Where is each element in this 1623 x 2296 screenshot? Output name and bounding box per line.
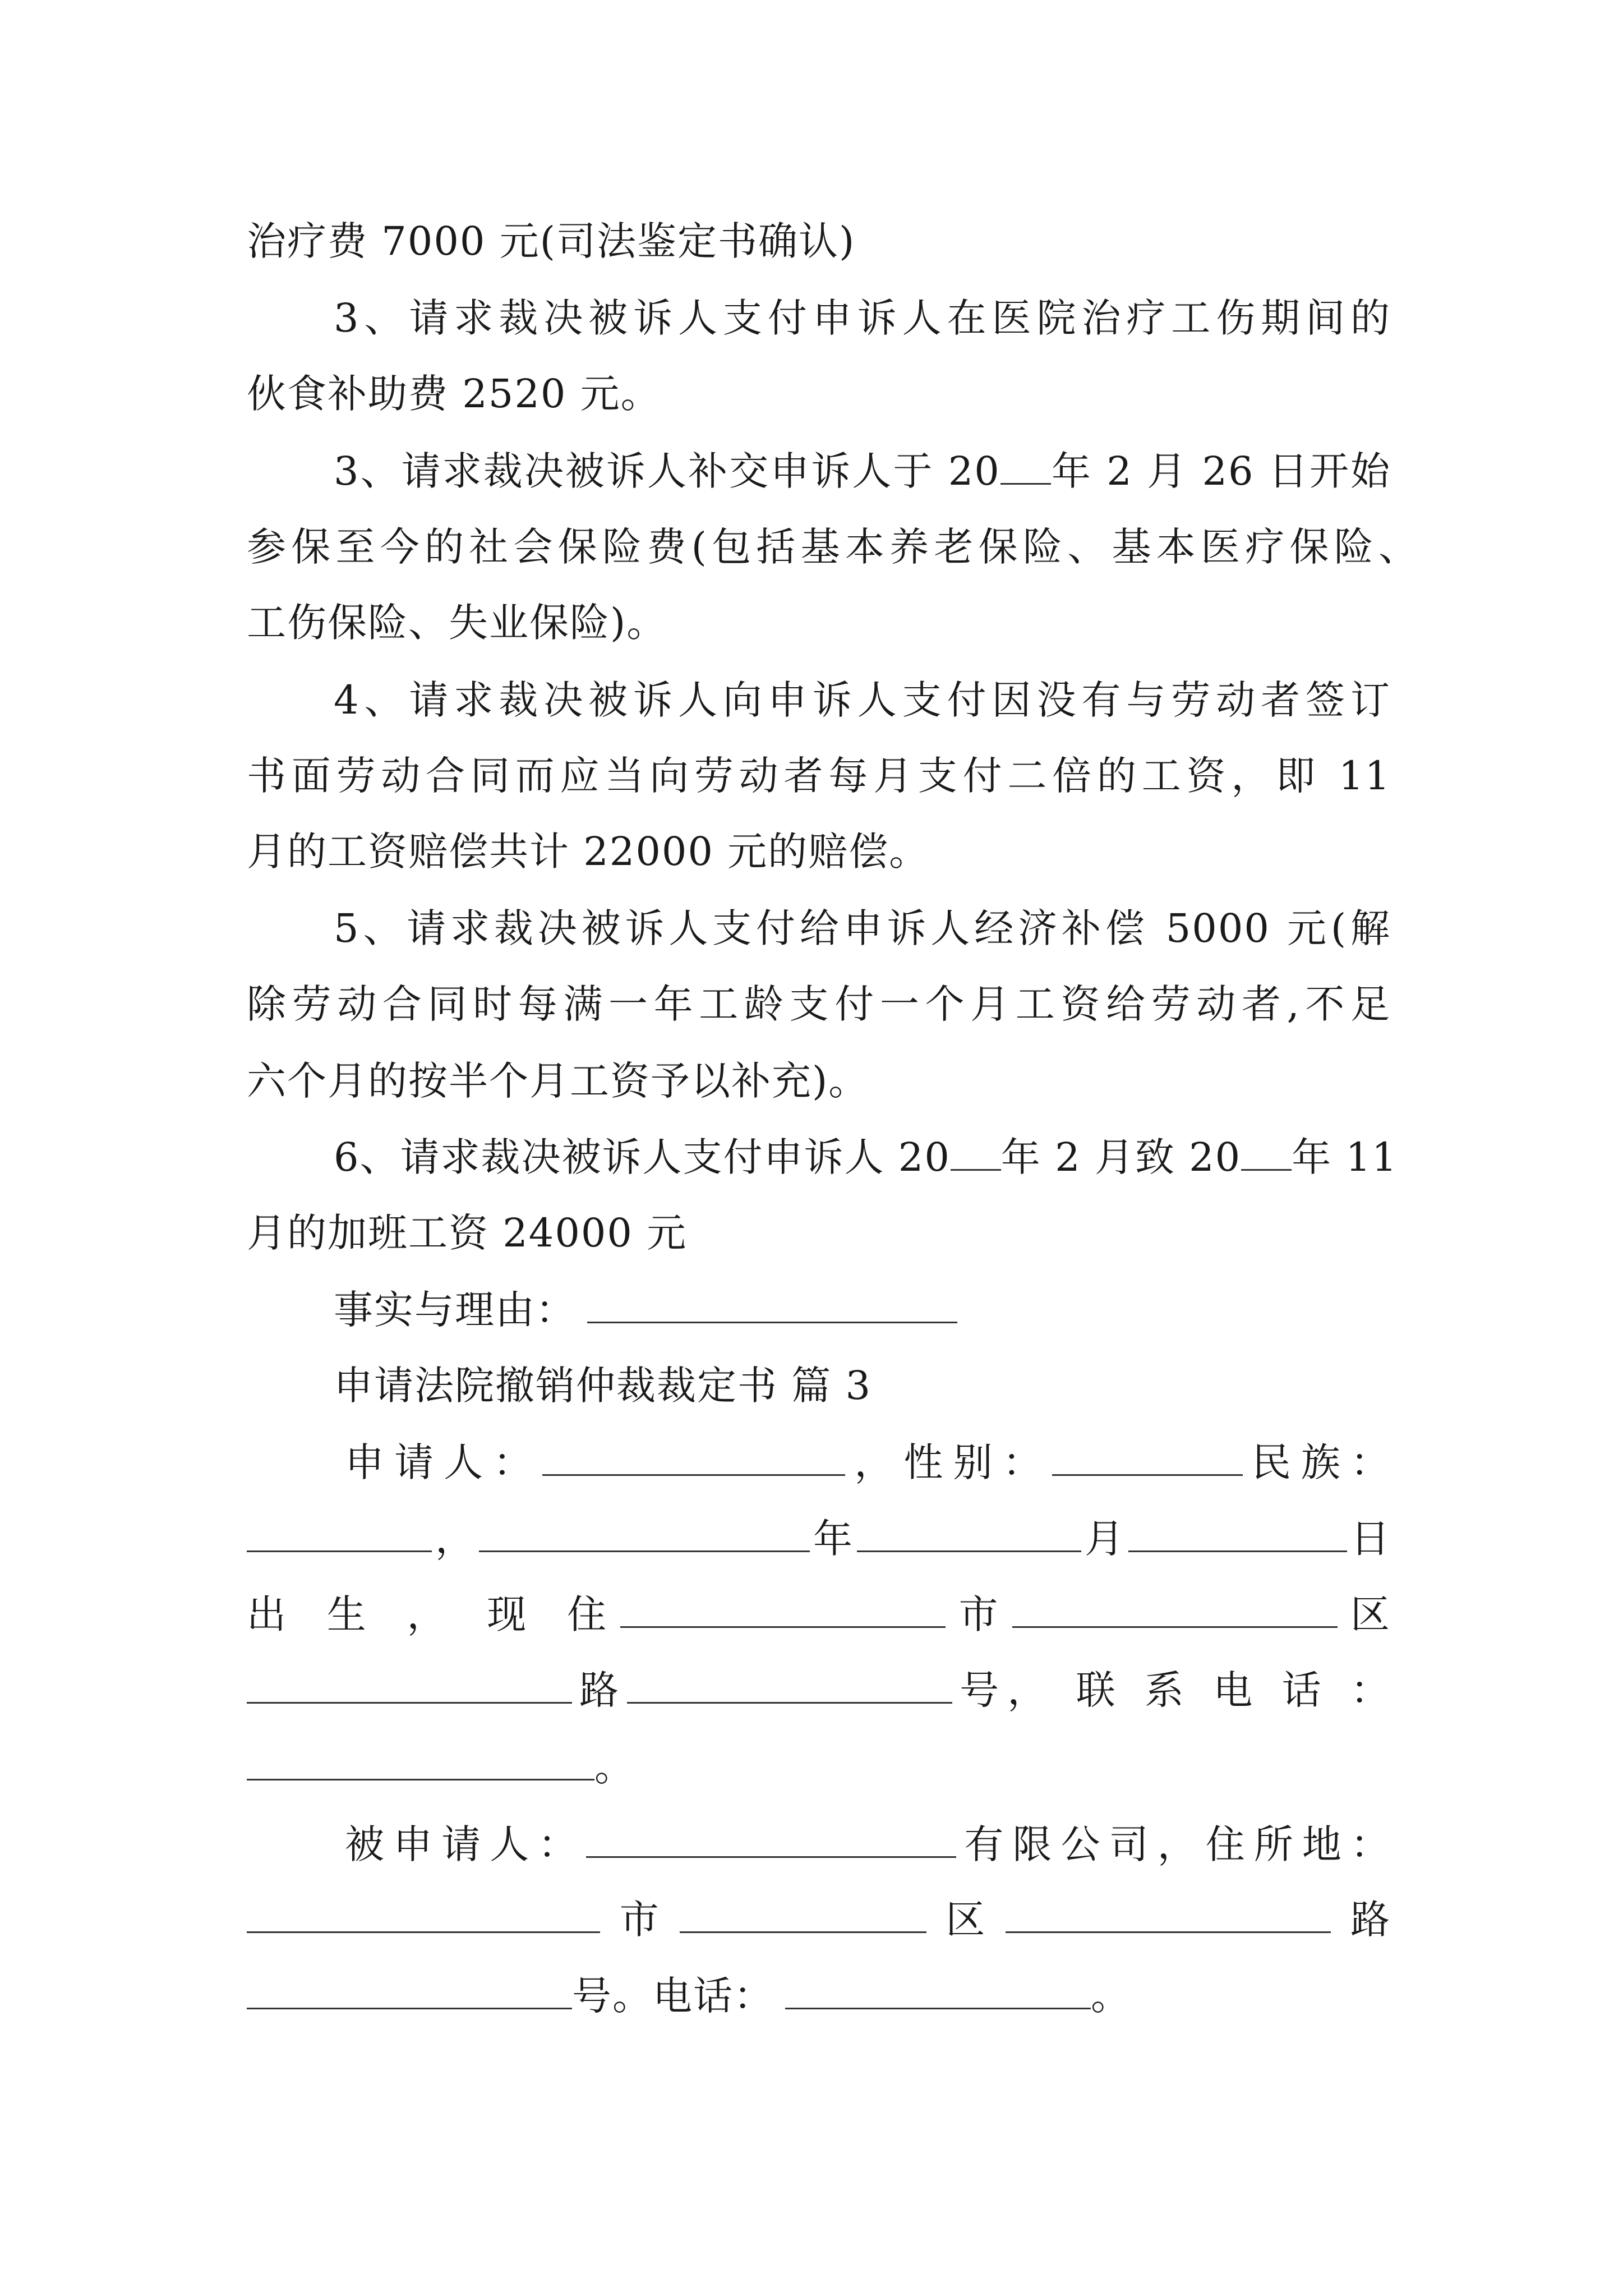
- blank-field: [586, 1821, 956, 1858]
- text-line: [247, 363, 1391, 425]
- line-text: 。: [1091, 1973, 1131, 2019]
- line-text: ，: [432, 1516, 479, 1562]
- blank-field: [1006, 1897, 1331, 1933]
- line-text: 路: [572, 1667, 628, 1713]
- line-text: 被申请人：: [345, 1821, 587, 1867]
- text-line: [247, 210, 1391, 272]
- text-line: [334, 1126, 1398, 1188]
- line-text: 5、请求裁决被诉人支付给申诉人经济补偿 5000 元(解: [334, 905, 1391, 951]
- line-text: 号。电话：: [572, 1973, 774, 2019]
- text-line: [247, 1659, 1391, 1721]
- text-line: [247, 592, 1391, 654]
- line-text: ，性别：: [845, 1439, 1052, 1485]
- blank-field: [620, 1591, 946, 1628]
- line-text: 3、请求裁决被诉人补交申诉人于 20: [334, 448, 1000, 494]
- blank-field: [542, 1439, 845, 1476]
- line-text: 月的加班工资 24000 元: [247, 1210, 688, 1256]
- blank-field: [479, 1516, 810, 1552]
- line-text: 治疗费 7000 元(司法鉴定书确认): [247, 218, 856, 264]
- blank-field: [247, 1897, 600, 1933]
- line-text: 参保至今的社会保险费(包括基本养老保险、基本医疗保险、: [247, 524, 1419, 570]
- text-line: [345, 1814, 1391, 1875]
- line-text: 市: [946, 1591, 1012, 1637]
- text-line: [247, 1584, 1391, 1645]
- line-text: 3、请求裁决被诉人支付申诉人在医院治疗工伤期间的: [334, 295, 1391, 341]
- text-line: [247, 1736, 1391, 1798]
- text-line: [247, 516, 1419, 578]
- line-text: 事实与理由：: [334, 1287, 576, 1333]
- blank-field: [951, 1134, 1001, 1171]
- blank-field: [785, 1973, 1091, 2009]
- text-line: [247, 1965, 1391, 2027]
- line-text: 民族：: [1242, 1439, 1391, 1485]
- blank-field: [247, 1516, 432, 1552]
- line-text: 号， 联 系 电 话 ：: [952, 1667, 1391, 1713]
- line-text: 年 2 月 26 日开始: [1050, 448, 1391, 494]
- blank-field: [247, 1973, 572, 2009]
- line-text: 申请人：: [345, 1439, 543, 1485]
- text-line: [334, 669, 1391, 731]
- blank-field: [1000, 448, 1051, 485]
- line-text: 除劳动合同时每满一年工龄支付一个月工资给劳动者,不足: [247, 981, 1391, 1027]
- line-text: 年: [810, 1516, 857, 1562]
- text-line: [247, 1889, 1391, 1950]
- text-line: [247, 1202, 1391, 1264]
- text-line: [334, 440, 1391, 502]
- line-text: 区: [1337, 1591, 1391, 1637]
- text-line: [247, 973, 1391, 1035]
- text-line: [334, 1279, 1391, 1341]
- line-text: 6、请求裁决被诉人支付申诉人 20: [334, 1134, 951, 1180]
- line-text: 月的工资赔偿共计 22000 元的赔偿。: [247, 829, 930, 875]
- blank-field: [1241, 1134, 1292, 1171]
- line-text: 路: [1331, 1897, 1391, 1943]
- line-text: 有限公司，住所地：: [956, 1821, 1391, 1867]
- text-line: [247, 1050, 1391, 1112]
- blank-field: [247, 1667, 572, 1704]
- line-text: 工伤保险、失业保险)。: [247, 600, 667, 646]
- line-text: 。: [594, 1744, 635, 1790]
- blank-field: [680, 1897, 926, 1933]
- line-text: 书面劳动合同而应当向劳动者每月支付二倍的工资，即 11: [247, 753, 1391, 799]
- line-text: 出 生 ， 现 住: [247, 1591, 621, 1637]
- line-text: 年 2 月致 20: [1000, 1134, 1242, 1180]
- blank-field: [587, 1287, 957, 1323]
- blank-field: [1052, 1439, 1243, 1476]
- text-line: [334, 287, 1391, 349]
- blank-field: [1128, 1516, 1347, 1552]
- blank-field: [1012, 1591, 1338, 1628]
- text-line: [345, 1432, 1391, 1493]
- text-line: [334, 1355, 1391, 1416]
- line-text: 月: [1081, 1516, 1128, 1562]
- line-text: 区: [926, 1897, 1006, 1943]
- text-line: [334, 898, 1391, 959]
- line-text: 申请法院撤销仲裁裁定书 篇 3: [334, 1363, 872, 1409]
- blank-field: [627, 1667, 952, 1704]
- line-text: 4、请求裁决被诉人向申诉人支付因没有与劳动者签订: [334, 677, 1391, 723]
- line-text: 市: [600, 1897, 680, 1943]
- text-line: [247, 821, 1391, 882]
- line-text: 日: [1347, 1516, 1391, 1562]
- line-text: 六个月的按半个月工资予以补充)。: [247, 1058, 869, 1104]
- text-line: [247, 745, 1391, 807]
- text-line: [247, 1508, 1391, 1570]
- line-text: 年 11: [1292, 1134, 1398, 1180]
- blank-field: [857, 1516, 1081, 1552]
- line-text: 伙食补助费 2520 元。: [247, 371, 661, 417]
- blank-field: [247, 1744, 594, 1780]
